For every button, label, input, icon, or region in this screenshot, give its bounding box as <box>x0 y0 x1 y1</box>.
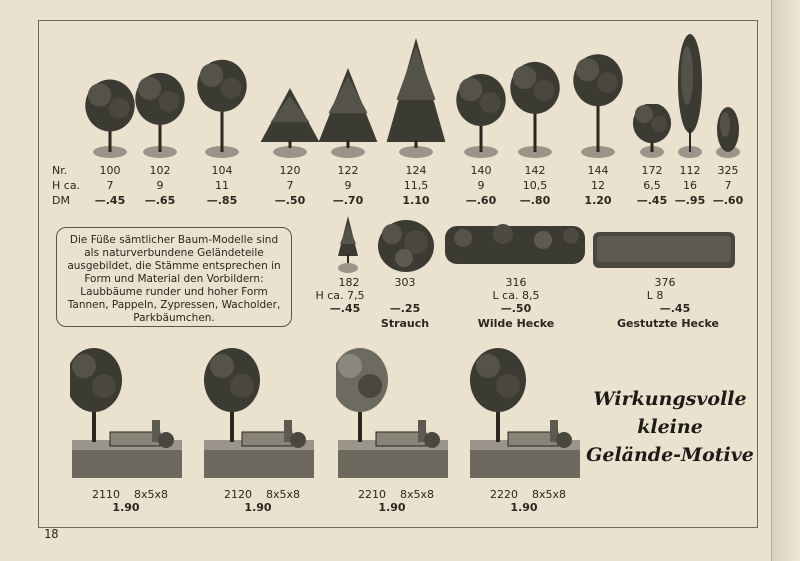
info-box <box>56 227 292 327</box>
tree-102-image <box>125 66 195 162</box>
tree-122-image <box>313 66 383 162</box>
tree-140-number: 140 <box>470 164 492 177</box>
tree-112-number: 112 <box>679 164 701 177</box>
tree-172-price: —.45 <box>636 194 668 207</box>
diorama-2210-label <box>346 488 446 502</box>
item-316-size: L ca. 8,5 <box>492 289 540 302</box>
diorama-size: 8x5x8 <box>399 488 434 501</box>
tree-124-image <box>381 36 451 162</box>
item-376-image <box>591 228 737 272</box>
diorama-number: 2220 <box>489 488 518 501</box>
tree-104-number: 104 <box>211 164 233 177</box>
item-182-size: H ca. 7,5 <box>315 289 365 302</box>
tree-100-number: 100 <box>99 164 121 177</box>
item-316-name: Wilde Hecke <box>477 317 555 330</box>
headline-line-1: Wirkungsvolle <box>593 388 747 410</box>
tree-120-price: —.50 <box>274 194 306 207</box>
diorama-2210-price: 1.90 <box>378 501 406 514</box>
item-303-price: —.25 <box>389 302 421 315</box>
tree-120-number: 120 <box>279 164 301 177</box>
tree-102-height: 9 <box>156 179 164 192</box>
tree-102-number: 102 <box>149 164 171 177</box>
page-number: 18 <box>44 527 59 541</box>
tree-325-number: 325 <box>717 164 739 177</box>
headline <box>585 385 755 469</box>
diorama-number: 2120 <box>223 488 252 501</box>
diorama-2220-label <box>478 488 578 502</box>
page-edge <box>771 0 800 561</box>
item-376-name: Gestutzte Hecke <box>616 317 719 330</box>
diorama-size: 8x5x8 <box>133 488 168 501</box>
tree-102-price: —.65 <box>144 194 176 207</box>
item-316-number: 316 <box>505 276 527 289</box>
item-303-image <box>376 212 436 274</box>
row-label-price: DM <box>52 194 70 207</box>
item-376-size: L 8 <box>646 289 664 302</box>
tree-142-number: 142 <box>524 164 546 177</box>
diorama-2220-image <box>468 336 584 486</box>
tree-104-price: —.85 <box>206 194 238 207</box>
item-376-price: —.45 <box>659 302 691 315</box>
tree-112-price: —.95 <box>674 194 706 207</box>
tree-100-price: —.45 <box>94 194 126 207</box>
diorama-size: 8x5x8 <box>531 488 566 501</box>
tree-140-price: —.60 <box>465 194 497 207</box>
tree-112-height: 16 <box>683 179 697 192</box>
diorama-number: 2110 <box>91 488 120 501</box>
diorama-2110-label <box>80 488 180 502</box>
tree-325-height: 7 <box>724 179 732 192</box>
tree-120-height: 7 <box>286 179 294 192</box>
tree-325-price: —.60 <box>712 194 744 207</box>
tree-172-number: 172 <box>641 164 663 177</box>
diorama-2110-image <box>70 336 186 486</box>
tree-144-number: 144 <box>587 164 609 177</box>
item-376-number: 376 <box>654 276 676 289</box>
tree-144-height: 12 <box>591 179 605 192</box>
item-303-number: 303 <box>394 276 416 289</box>
item-316-image <box>443 218 587 270</box>
headline-line-2: kleine <box>637 416 703 438</box>
tree-104-image <box>187 42 257 162</box>
row-label-height: H ca. <box>52 179 81 192</box>
tree-142-height: 10,5 <box>522 179 548 192</box>
tree-325-image <box>693 102 763 162</box>
item-182-price: —.45 <box>329 302 361 315</box>
row-label-nr: Nr. <box>52 164 68 177</box>
diorama-2120-image <box>202 336 318 486</box>
tree-124-height: 11,5 <box>403 179 429 192</box>
item-182-number: 182 <box>338 276 360 289</box>
item-316-price: —.50 <box>500 302 532 315</box>
diorama-2110-price: 1.90 <box>112 501 140 514</box>
headline-line-3: Gelände-Motive <box>586 444 754 466</box>
tree-100-height: 7 <box>106 179 114 192</box>
diorama-2120-price: 1.90 <box>244 501 272 514</box>
tree-104-height: 11 <box>215 179 229 192</box>
diorama-2220-price: 1.90 <box>510 501 538 514</box>
item-182-image <box>336 214 360 274</box>
tree-172-height: 6,5 <box>643 179 661 192</box>
tree-142-price: —.80 <box>519 194 551 207</box>
info-text: Die Füße sämtlicher Baum-Modelle sind als naturverbundene Geländeteile ausgebildet, die Stämme entsprechen in Form und Material den Vorbildern: Laubbäume runder und hoher Form Tannen, Pappeln, Zypressen, Wacholder, Parkbäumchen. <box>67 234 281 324</box>
item-303-name: Strauch <box>380 317 430 330</box>
tree-144-price: 1.20 <box>584 194 612 207</box>
tree-122-price: —.70 <box>332 194 364 207</box>
tree-122-height: 9 <box>344 179 352 192</box>
diorama-2210-image <box>336 336 452 486</box>
tree-142-image <box>500 46 570 162</box>
tree-124-price: 1.10 <box>402 194 430 207</box>
diorama-size: 8x5x8 <box>265 488 300 501</box>
tree-122-number: 122 <box>337 164 359 177</box>
tree-140-height: 9 <box>477 179 485 192</box>
tree-124-number: 124 <box>405 164 427 177</box>
diorama-number: 2210 <box>357 488 386 501</box>
diorama-2120-label <box>212 488 312 502</box>
